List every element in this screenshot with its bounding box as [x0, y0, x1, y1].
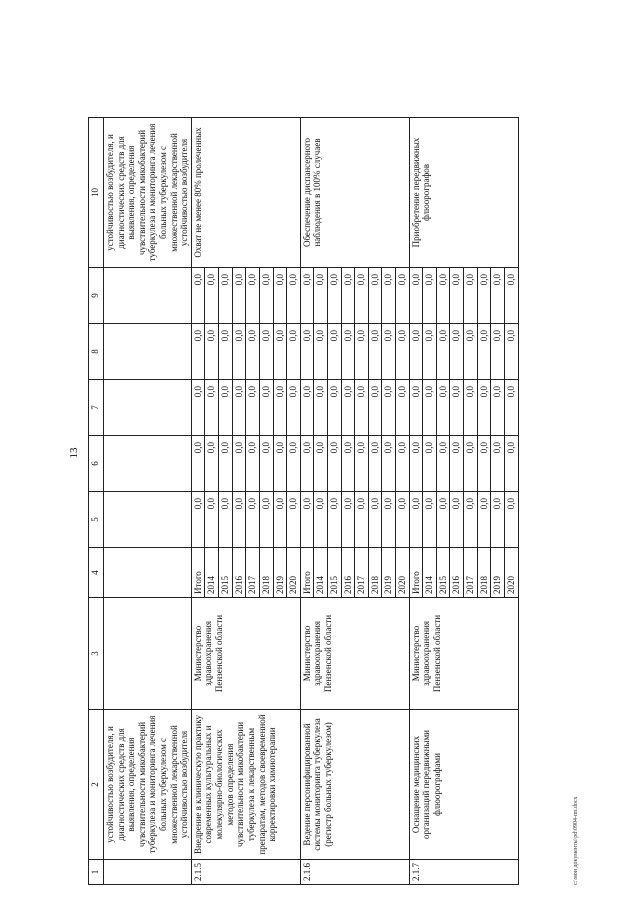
header-cell: 8 — [89, 323, 104, 379]
value-cell: 0,0 — [355, 379, 369, 435]
value-cell: 0,0 — [273, 435, 287, 491]
value-cell: 0,0 — [341, 379, 355, 435]
value-cell: 0,0 — [368, 435, 382, 491]
year-cell: 2019 — [491, 547, 505, 597]
year-cell: 2016 — [232, 547, 246, 597]
year-cell: 2014 — [423, 547, 437, 597]
continuation-name: устойчивостью возбудителя, и диагностических средств для выявления, определения чувствительности микобактерий туберкулеза и мониторинга лечения больных туберкулезом с множественной лекарственной устойчивостью возбудителя — [104, 709, 192, 859]
value-cell: 0,0 — [504, 379, 518, 435]
header-cell: 6 — [89, 435, 104, 491]
value-cell: 0,0 — [396, 267, 410, 323]
header-cell: 10 — [89, 117, 104, 267]
value-cell: 0,0 — [477, 323, 491, 379]
value-cell: 0,0 — [232, 435, 246, 491]
header-cell: 1 — [89, 859, 104, 884]
continuation-row — [104, 117, 192, 884]
year-cell: 2018 — [368, 547, 382, 597]
value-cell: 0,0 — [423, 267, 437, 323]
year-cell: Итого — [300, 547, 314, 597]
value-cell: 0,0 — [273, 267, 287, 323]
block-result: Охват не менее 80% пролеченных — [191, 117, 300, 267]
value-cell: 0,0 — [355, 267, 369, 323]
rotated-page — [50, 13, 590, 893]
value-cell: 0,0 — [246, 379, 260, 435]
value-cell: 0,0 — [327, 435, 341, 491]
year-cell: 2014 — [205, 547, 219, 597]
value-cell: 0,0 — [327, 379, 341, 435]
value-cell: 0,0 — [436, 435, 450, 491]
block-executor: Министерство здравоохранения Пензенской области — [300, 597, 409, 709]
value-cell: 0,0 — [423, 491, 437, 547]
year-cell: 2020 — [396, 547, 410, 597]
value-cell: 0,0 — [464, 379, 478, 435]
value-cell: 0,0 — [287, 323, 301, 379]
value-cell: 0,0 — [191, 267, 205, 323]
value-cell: 0,0 — [477, 435, 491, 491]
value-cell: 0,0 — [368, 491, 382, 547]
value-cell: 0,0 — [287, 435, 301, 491]
table-row — [409, 117, 423, 884]
value-cell: 0,0 — [368, 379, 382, 435]
value-cell: 0,0 — [450, 491, 464, 547]
value-cell: 0,0 — [504, 491, 518, 547]
empty-cell — [104, 435, 192, 491]
value-cell: 0,0 — [327, 267, 341, 323]
value-cell: 0,0 — [259, 491, 273, 547]
year-cell: 2016 — [450, 547, 464, 597]
value-cell: 0,0 — [341, 491, 355, 547]
table-row — [191, 117, 205, 884]
value-cell: 0,0 — [287, 491, 301, 547]
value-cell: 0,0 — [273, 323, 287, 379]
value-cell: 0,0 — [409, 323, 423, 379]
value-cell: 0,0 — [436, 323, 450, 379]
year-cell: 2020 — [287, 547, 301, 597]
value-cell: 0,0 — [232, 267, 246, 323]
continuation-result: устойчивостью возбудителя, и диагностических средств для выявления, определения чувствительности микобактерий туберкулеза и мониторинга лечения больных туберкулезом с множественной лекарственной устойчивостью возбудителя — [104, 117, 192, 267]
value-cell: 0,0 — [504, 267, 518, 323]
value-cell: 0,0 — [491, 267, 505, 323]
empty-cell — [104, 379, 192, 435]
value-cell: 0,0 — [477, 491, 491, 547]
value-cell: 0,0 — [191, 435, 205, 491]
year-cell: 2017 — [246, 547, 260, 597]
value-cell: 0,0 — [300, 491, 314, 547]
empty-cell — [104, 547, 192, 597]
header-cell: 7 — [89, 379, 104, 435]
value-cell: 0,0 — [464, 267, 478, 323]
value-cell: 0,0 — [409, 267, 423, 323]
value-cell: 0,0 — [368, 323, 382, 379]
value-cell: 0,0 — [409, 435, 423, 491]
year-cell: 2016 — [341, 547, 355, 597]
value-cell: 0,0 — [436, 267, 450, 323]
table-row — [300, 117, 314, 884]
value-cell: 0,0 — [464, 323, 478, 379]
value-cell: 0,0 — [396, 435, 410, 491]
value-cell: 0,0 — [191, 379, 205, 435]
value-cell: 0,0 — [287, 267, 301, 323]
value-cell: 0,0 — [232, 323, 246, 379]
value-cell: 0,0 — [341, 267, 355, 323]
value-cell: 0,0 — [287, 379, 301, 435]
empty-cell — [104, 267, 192, 323]
year-cell: 2018 — [477, 547, 491, 597]
block-name: Внедрение в клиническую практику современных культуральных и молекулярно-биологических методов определения чувствительности микобактерии туберкулеза к лекарственным препаратам, методов своевременной корректировки химиотерапии — [191, 709, 300, 859]
continuation-num — [104, 859, 192, 884]
value-cell: 0,0 — [205, 379, 219, 435]
value-cell: 0,0 — [450, 379, 464, 435]
value-cell: 0,0 — [491, 379, 505, 435]
value-cell: 0,0 — [273, 491, 287, 547]
value-cell: 0,0 — [246, 491, 260, 547]
value-cell: 0,0 — [191, 323, 205, 379]
value-cell: 0,0 — [191, 491, 205, 547]
value-cell: 0,0 — [491, 491, 505, 547]
value-cell: 0,0 — [423, 435, 437, 491]
header-cell: 5 — [89, 491, 104, 547]
year-cell: 2015 — [436, 547, 450, 597]
value-cell: 0,0 — [232, 379, 246, 435]
program-table — [88, 117, 519, 885]
value-cell: 0,0 — [219, 491, 233, 547]
value-cell: 0,0 — [436, 491, 450, 547]
value-cell: 0,0 — [477, 379, 491, 435]
block-result: Обеспечение диспансерного наблюдения в 100% случаев — [300, 117, 409, 267]
empty-cell — [104, 323, 192, 379]
block-name: Ведение персонифицированной системы мониторинга туберкулеза (регистр больных туберкулезом) — [300, 709, 409, 859]
value-cell: 0,0 — [273, 379, 287, 435]
block-executor: Министерство здравоохранения Пензенской области — [191, 597, 300, 709]
value-cell: 0,0 — [409, 379, 423, 435]
header-cell: 2 — [89, 709, 104, 859]
value-cell: 0,0 — [327, 491, 341, 547]
value-cell: 0,0 — [205, 267, 219, 323]
value-cell: 0,0 — [436, 379, 450, 435]
value-cell: 0,0 — [396, 323, 410, 379]
value-cell: 0,0 — [219, 267, 233, 323]
value-cell: 0,0 — [450, 435, 464, 491]
value-cell: 0,0 — [219, 323, 233, 379]
value-cell: 0,0 — [409, 491, 423, 547]
value-cell: 0,0 — [504, 435, 518, 491]
empty-cell — [104, 491, 192, 547]
block-number: 2.1.7 — [409, 859, 518, 884]
block-executor: Министерство здравоохранения Пензенской области — [409, 597, 518, 709]
value-cell: 0,0 — [300, 267, 314, 323]
year-cell: 2017 — [355, 547, 369, 597]
value-cell: 0,0 — [382, 435, 396, 491]
year-cell: Итого — [409, 547, 423, 597]
file-path-footer: c:\мои документы\рd\0904-пп.docx — [573, 795, 579, 885]
year-cell: 2015 — [327, 547, 341, 597]
value-cell: 0,0 — [300, 435, 314, 491]
value-cell: 0,0 — [219, 379, 233, 435]
year-cell: 2019 — [273, 547, 287, 597]
value-cell: 0,0 — [477, 267, 491, 323]
value-cell: 0,0 — [246, 323, 260, 379]
value-cell: 0,0 — [355, 323, 369, 379]
value-cell: 0,0 — [464, 435, 478, 491]
header-cell: 4 — [89, 547, 104, 597]
value-cell: 0,0 — [205, 323, 219, 379]
value-cell: 0,0 — [341, 435, 355, 491]
value-cell: 0,0 — [396, 491, 410, 547]
value-cell: 0,0 — [314, 491, 328, 547]
year-cell: Итого — [191, 547, 205, 597]
value-cell: 0,0 — [382, 323, 396, 379]
value-cell: 0,0 — [205, 435, 219, 491]
value-cell: 0,0 — [423, 323, 437, 379]
year-cell: 2015 — [219, 547, 233, 597]
value-cell: 0,0 — [327, 323, 341, 379]
value-cell: 0,0 — [464, 491, 478, 547]
value-cell: 0,0 — [314, 379, 328, 435]
year-cell: 2018 — [259, 547, 273, 597]
page-number: 13 — [68, 447, 80, 458]
value-cell: 0,0 — [396, 379, 410, 435]
value-cell: 0,0 — [382, 379, 396, 435]
value-cell: 0,0 — [504, 323, 518, 379]
value-cell: 0,0 — [382, 491, 396, 547]
value-cell: 0,0 — [450, 267, 464, 323]
value-cell: 0,0 — [341, 323, 355, 379]
value-cell: 0,0 — [259, 435, 273, 491]
block-result: Приобретение передвижных флюорографов — [409, 117, 518, 267]
year-cell: 2017 — [464, 547, 478, 597]
value-cell: 0,0 — [232, 491, 246, 547]
year-cell: 2020 — [504, 547, 518, 597]
value-cell: 0,0 — [205, 491, 219, 547]
value-cell: 0,0 — [300, 323, 314, 379]
value-cell: 0,0 — [355, 435, 369, 491]
value-cell: 0,0 — [314, 267, 328, 323]
value-cell: 0,0 — [355, 491, 369, 547]
value-cell: 0,0 — [314, 435, 328, 491]
value-cell: 0,0 — [314, 323, 328, 379]
year-cell: 2014 — [314, 547, 328, 597]
value-cell: 0,0 — [382, 267, 396, 323]
block-number: 2.1.6 — [300, 859, 409, 884]
value-cell: 0,0 — [219, 435, 233, 491]
value-cell: 0,0 — [368, 267, 382, 323]
value-cell: 0,0 — [300, 379, 314, 435]
value-cell: 0,0 — [259, 379, 273, 435]
value-cell: 0,0 — [491, 435, 505, 491]
value-cell: 0,0 — [246, 267, 260, 323]
value-cell: 0,0 — [259, 323, 273, 379]
header-cell: 9 — [89, 267, 104, 323]
block-name: Оснащение медицинских организаций передвижными флюорографами — [409, 709, 518, 859]
empty-cell — [104, 597, 192, 709]
header-cell: 3 — [89, 597, 104, 709]
value-cell: 0,0 — [450, 323, 464, 379]
year-cell: 2019 — [382, 547, 396, 597]
header-row — [89, 117, 104, 884]
value-cell: 0,0 — [246, 435, 260, 491]
block-number: 2.1.5 — [191, 859, 300, 884]
value-cell: 0,0 — [491, 323, 505, 379]
value-cell: 0,0 — [423, 379, 437, 435]
value-cell: 0,0 — [259, 267, 273, 323]
